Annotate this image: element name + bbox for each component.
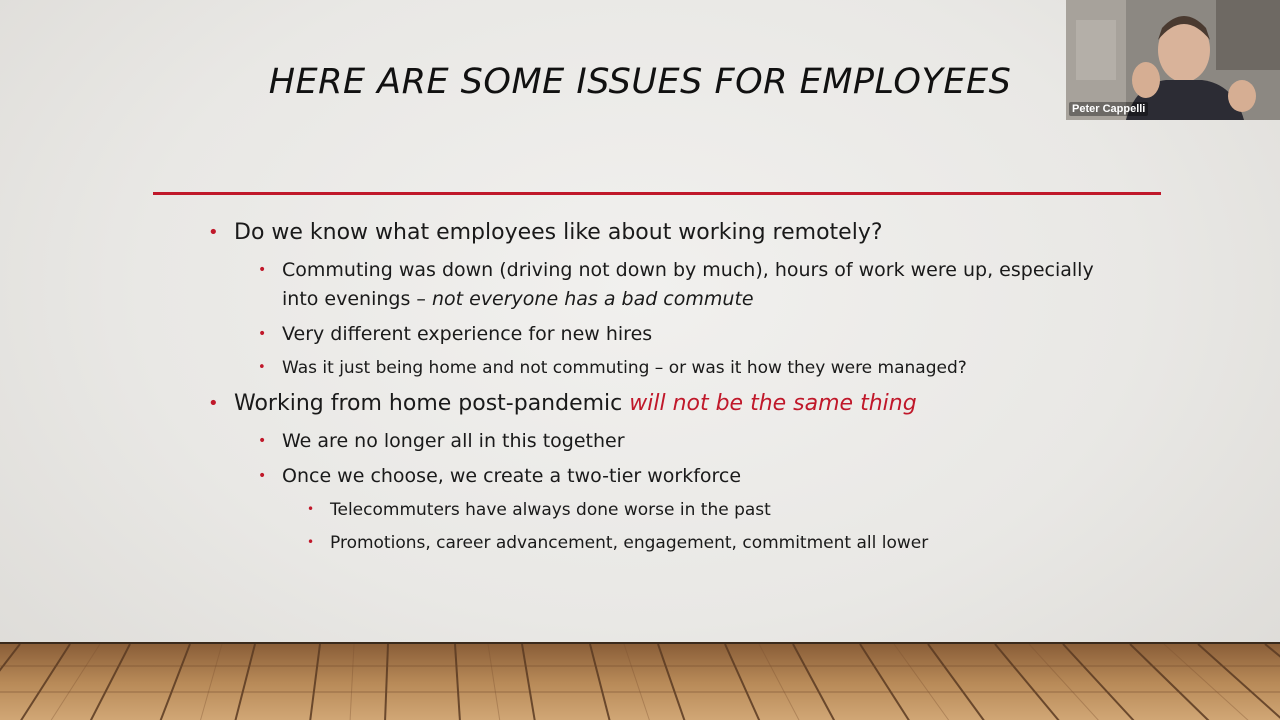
- bullet-text: Once we choose, we create a two-tier workforce: [282, 465, 742, 487]
- bullet-dot: •: [258, 433, 267, 449]
- bullet-text-emphasis: will not be the same thing: [629, 391, 917, 416]
- bullet-item: [258, 430, 625, 452]
- bullet-text: Commuting was down (driving not down by much), hours of work were up, especially: [282, 259, 1094, 281]
- bullet-item-continuation: [282, 288, 754, 310]
- bullet-item: [208, 220, 883, 245]
- bullet-item: [258, 358, 967, 378]
- participant-name-label: Peter Cappelli: [1069, 102, 1148, 116]
- bullet-item: [208, 391, 917, 416]
- wood-floor-image: [0, 644, 1280, 720]
- bullet-item: [258, 323, 653, 345]
- bullet-text: We are no longer all in this together: [282, 430, 625, 452]
- bullet-text: Working from home post-pandemic: [234, 391, 630, 416]
- bullet-text-italic: not everyone has a bad commute: [431, 288, 754, 310]
- bullet-dot: •: [208, 393, 219, 414]
- participant-video-tile[interactable]: [1066, 0, 1280, 120]
- bullet-text: into evenings –: [282, 288, 432, 310]
- slide-title: HERE ARE SOME ISSUES FOR EMPLOYEES: [268, 62, 1012, 102]
- bullet-text: Was it just being home and not commuting – or was it how they were managed?: [282, 358, 967, 378]
- bullet-dot: •: [307, 535, 315, 549]
- bullet-dot: •: [258, 468, 267, 484]
- bullet-item: [258, 259, 1094, 281]
- bullet-dot: •: [208, 222, 219, 243]
- bullet-text: Very different experience for new hires: [282, 323, 653, 345]
- bullet-dot: •: [258, 262, 267, 278]
- bullet-item: [307, 533, 929, 553]
- wood-floor-decoration: [0, 642, 1280, 720]
- bullet-text: Telecommuters have always done worse in the past: [330, 500, 771, 520]
- bullet-item: [307, 500, 771, 520]
- bullet-dot: •: [258, 360, 266, 375]
- bullet-dot: •: [307, 502, 315, 516]
- bullet-dot: •: [258, 326, 267, 342]
- bullet-text: Do we know what employees like about working remotely?: [234, 220, 883, 245]
- bullet-item: [258, 465, 742, 487]
- bullet-text: Promotions, career advancement, engagement, commitment all lower: [330, 533, 929, 553]
